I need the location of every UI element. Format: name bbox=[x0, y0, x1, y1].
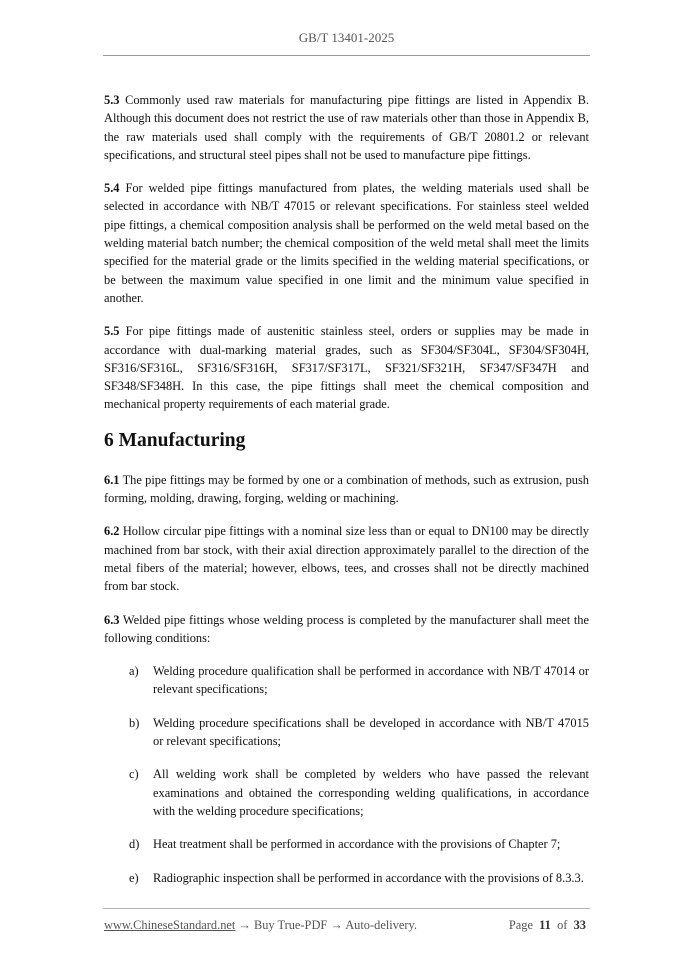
list-item bbox=[104, 714, 589, 751]
footer-divider bbox=[103, 908, 590, 909]
header-divider bbox=[103, 55, 590, 56]
clause-5-4 bbox=[104, 179, 589, 307]
clause-number: 6.3 bbox=[104, 612, 120, 627]
list-item-text: Radiographic inspection shall be performed in accordance with the provisions of 8.3.3. bbox=[153, 870, 584, 885]
clause-text: The pipe fittings may be formed by one or a combination of methods, such as extrusion, push forming, molding, drawing, forging, welding or machining. bbox=[104, 472, 589, 506]
list-item-text: Welding procedure specifications shall be developed in accordance with NB/T 47015 or relevant specifications; bbox=[153, 715, 589, 749]
arrow-right-icon: → bbox=[238, 918, 251, 932]
list-item bbox=[104, 662, 589, 699]
list-marker: e) bbox=[129, 870, 139, 885]
conditions-list bbox=[104, 662, 589, 887]
total-pages: 33 bbox=[573, 918, 586, 932]
clause-text: For welded pipe fittings manufactured from plates, the welding materials used shall be selected in accordance with NB/T 47015 or relevant specifications. For stainless steel welded pipe fittings, a chemical composition analysis shall be performed on the weld metal based on the welding material batch number; the chemical composition of the weld metal shall meet the limits specified for the material grade or the limits specified in the welding material specifications, or be between the maximum value specified in one limit and the minimum value specified in another. bbox=[104, 181, 589, 305]
clause-text: For pipe fittings made of austenitic stainless steel, orders or supplies may be made in accordance with dual-marking material grades, such as SF304/SF304L, SF304/SF304H, SF316/SF316L, SF316/SF316H, SF317/SF317L, SF321/SF321H, SF347/SF347H and SF348/SF348H. In this case, the pipe fittings shall meet the chemical composition and mechanical property requirements of each material grade. bbox=[104, 324, 589, 412]
clause-text: Hollow circular pipe fittings with a nominal size less than or equal to DN100 may be directly machined from bar stock, with their axial direction approximately parallel to the direction of the metal fibers of the material; however, elbows, tees, and crosses shall not be directly machined from bar stock. bbox=[104, 524, 589, 594]
clause-number: 5.4 bbox=[104, 181, 120, 196]
clause-text: Welded pipe fittings whose welding process is completed by the manufacturer shall meet the following conditions: bbox=[104, 612, 589, 645]
clause-5-5 bbox=[104, 322, 589, 413]
clause-text: Commonly used raw materials for manufacturing pipe fittings are listed in Appendix B. Although this document does not restrict the use of raw materials other than those in Appendix B, the raw materials used shall comply with the requirements of GB/T 20801.2 or relevant specifications, and structural steel pipes shall not be used to manufacture pipe fittings. bbox=[104, 93, 589, 162]
list-item-text: Welding procedure qualification shall be performed in accordance with NB/T 47014 or relevant specifications; bbox=[153, 664, 589, 697]
clause-6-1 bbox=[104, 471, 589, 508]
clause-5-3 bbox=[104, 91, 589, 164]
website-link[interactable]: www.ChineseStandard.net bbox=[104, 918, 236, 932]
page-footer bbox=[104, 918, 586, 933]
clause-6-3 bbox=[104, 611, 589, 648]
list-marker: b) bbox=[129, 715, 140, 730]
clause-6-2 bbox=[104, 522, 589, 595]
list-item-text: Heat treatment shall be performed in accordance with the provisions of Chapter 7; bbox=[153, 837, 561, 852]
page-label: Page bbox=[508, 918, 533, 932]
list-marker: a) bbox=[129, 664, 139, 679]
current-page: 11 bbox=[539, 918, 551, 932]
list-item bbox=[104, 835, 589, 853]
of-label: of bbox=[557, 918, 568, 932]
list-marker: d) bbox=[129, 837, 140, 852]
page-number bbox=[509, 918, 586, 933]
list-item-text: All welding work shall be completed by welders who have passed the relevant examinations and obtained the corresponding welding qualifications, in accordance with the welding procedure specifications; bbox=[153, 767, 589, 818]
arrow-right-icon: → bbox=[330, 918, 343, 932]
clause-number: 6.2 bbox=[104, 524, 120, 539]
clause-number: 5.3 bbox=[104, 93, 120, 107]
section-heading-manufacturing: 6 Manufacturing bbox=[104, 429, 246, 451]
page-header: GB/T 13401-2025 bbox=[298, 30, 395, 45]
footer-promo bbox=[104, 918, 417, 933]
buy-pdf-text: Buy True-PDF bbox=[253, 918, 328, 932]
clause-number: 5.5 bbox=[104, 324, 120, 339]
document-body bbox=[104, 91, 589, 902]
clause-number: 6.1 bbox=[104, 472, 120, 487]
list-marker: c) bbox=[129, 767, 139, 782]
auto-delivery-text: Auto-delivery. bbox=[345, 918, 418, 932]
list-item bbox=[104, 765, 589, 820]
list-item bbox=[104, 869, 589, 887]
